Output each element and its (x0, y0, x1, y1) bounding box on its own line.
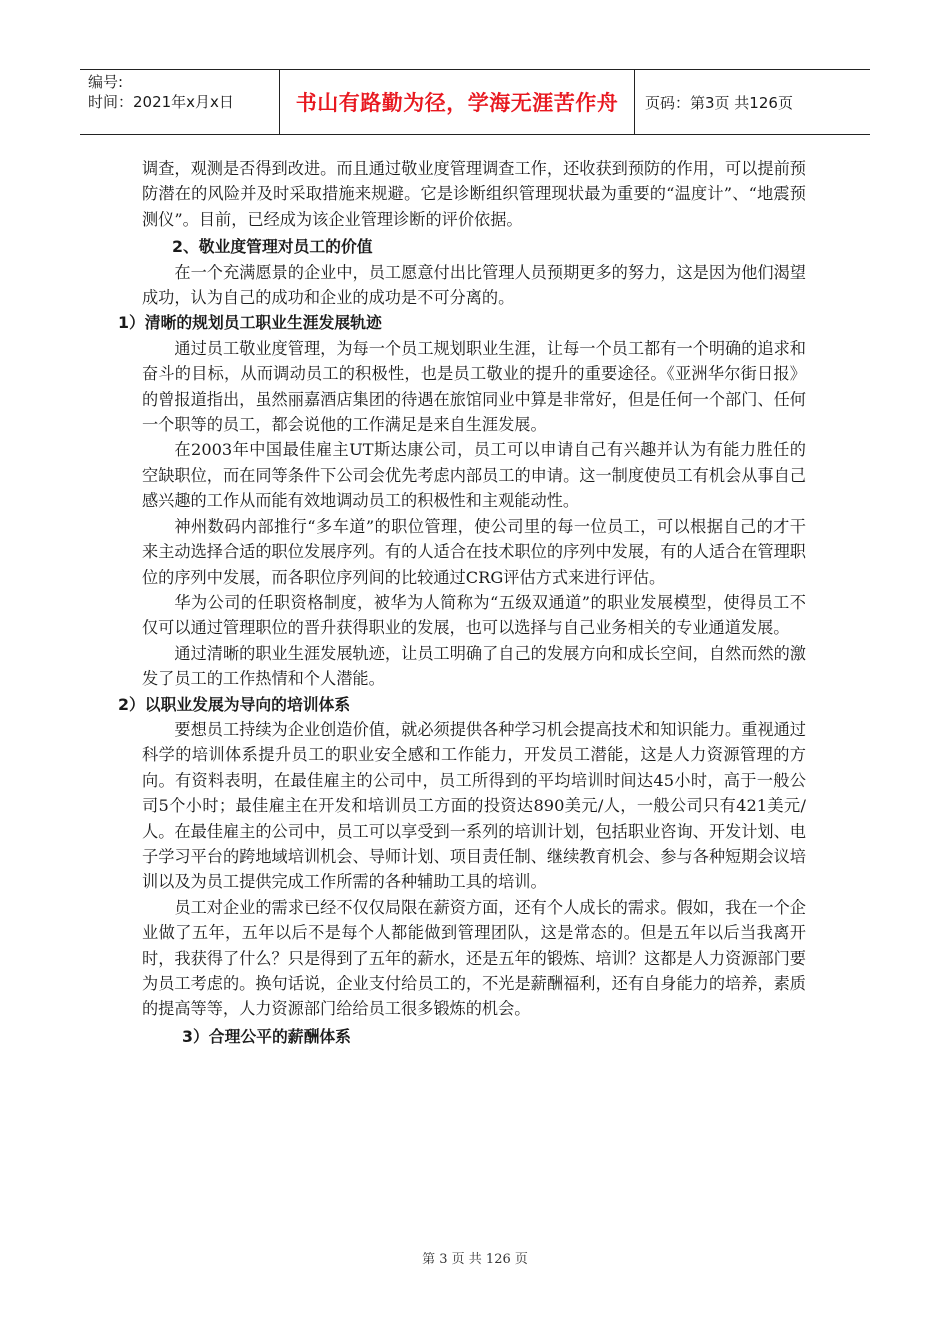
header-motto: 书山有路勤为径，学海无涯苦作舟 (280, 70, 635, 134)
document-body (118, 156, 806, 1049)
section-heading: 2、敬业度管理对员工的价值 (172, 237, 373, 257)
page-header (80, 69, 870, 135)
subsection-heading: 1）清晰的规划员工职业生涯发展轨迹 (118, 313, 382, 333)
paragraph: 员工对企业的需求已经不仅仅局限在薪资方面，还有个人成长的需求。假如，我在一个企业做了五年，五年以后不是每个人都能做到管理团队，这是常态的。但是五年以后当我离开时，我获得了什么？只是得到了五年的薪水，还是五年的锻炼、培训？这都是人力资源部门要为员工考虑的。换句话说，企业支付给员工的，不光是薪酬福利，还有自身能力的培养，素质的提高等等，人力资源部门给给员工很多锻炼的机会。 (142, 897, 806, 1019)
paragraph: 神州数码内部推行“多车道”的职位管理，使公司里的每一位员工，可以根据自己的才干来主动选择合适的职位发展序列。有的人适合在技术职位的序列中发展，有的人适合在管理职位的序列中发展，而各职位序列间的比较通过CRG评估方式来进行评估。 (142, 516, 806, 587)
paragraph: 在一个充满愿景的企业中，员工愿意付出比管理人员预期更多的努力，这是因为他们渴望成功，认为自己的成功和企业的成功是不可分离的。 (142, 262, 806, 308)
subsection-heading: 3）合理公平的薪酬体系 (182, 1026, 351, 1046)
paragraph: 华为公司的任职资格制度，被华为人简称为“五级双通道”的职业发展模型，使得员工不仅可以通过管理职位的晋升获得职业的发展，也可以选择与自己业务相关的专业通道发展。 (142, 592, 806, 638)
document-date: 时间：2021年x月x日 (88, 93, 234, 111)
subsection-heading: 2）以职业发展为导向的培训体系 (118, 694, 351, 714)
header-page-info: 页码：第3页 共126页 (645, 93, 793, 112)
paragraph: 要想员工持续为企业创造价值，就必须提供各种学习机会提高技术和知识能力。重视通过科学的培训体系提升员工的职业安全感和工作能力，开发员工潜能，这是人力资源管理的方向。有资料表明，在最佳雇主的公司中，员工所得到的平均培训时间达45小时，高于一般公司5个小时；最佳雇主在开发和培训员工方面的投资达890美元/人，一般公司只有421美元/人。在最佳雇主的公司中，员工可以享受到一系列的培训计划，包括职业咨询、开发计划、电子学习平台的跨地域培训机会、导师计划、项目责任制、继续教育机会、参与各种短期会议培训以及为员工提供完成工作所需的各种辅助工具的培训。 (142, 719, 806, 892)
paragraph: 通过清晰的职业生涯发展轨迹，让员工明确了自己的发展方向和成长空间，自然而然的激发了员工的工作热情和个人潜能。 (142, 643, 806, 689)
header-meta (80, 70, 280, 134)
paragraph: 调查，观测是否得到改进。而且通过敬业度管理调查工作，还收获到预防的作用，可以提前预防潜在的风险并及时采取措施来规避。它是诊断组织管理现状最为重要的“温度计”、“地震预测仪”。目前，已经成为该企业管理诊断的评价依据。 (142, 159, 806, 229)
document-number-label: 编号: (88, 73, 124, 91)
paragraph: 在2003年中国最佳雇主UT斯达康公司，员工可以申请自己有兴趣并认为有能力胜任的空缺职位，而在同等条件下公司会优先考虑内部员工的申请。这一制度使员工有机会从事自己感兴趣的工作从而能有效地调动员工的积极性和主观能动性。 (142, 440, 806, 511)
page-footer: 第 3 页 共 126 页 (422, 1252, 528, 1267)
paragraph: 通过员工敬业度管理，为每一个员工规划职业生涯，让每一个员工都有一个明确的追求和奋斗的目标，从而调动员工的积极性，也是员工敬业的提升的重要途径。《亚洲华尔街日报》的曾报道指出，虽然丽嘉酒店集团的待遇在旅馆同业中算是非常好，但是任何一个部门、任何一个职等的员工，都会说他的工作满足是来自生涯发展。 (142, 338, 806, 435)
